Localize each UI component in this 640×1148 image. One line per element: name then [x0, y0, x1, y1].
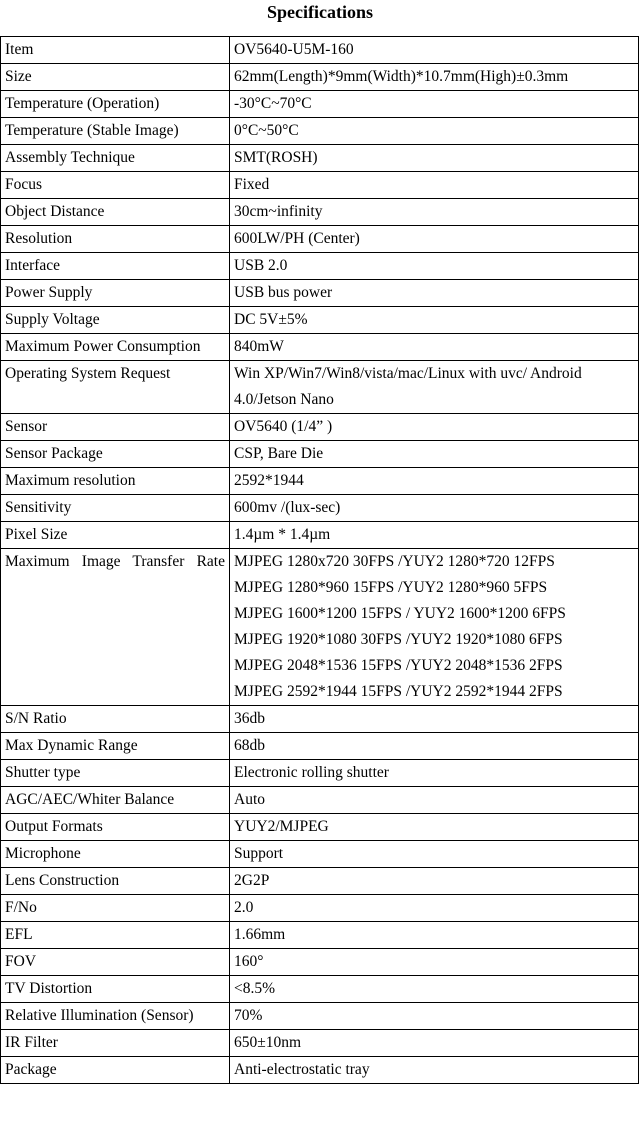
- table-row: [1, 253, 639, 280]
- spec-value: USB bus power: [230, 280, 639, 307]
- table-row: [1, 922, 639, 949]
- table-row: [1, 841, 639, 868]
- spec-key: Supply Voltage: [1, 307, 230, 334]
- table-row: [1, 1030, 639, 1057]
- table-row: [1, 199, 639, 226]
- spec-value: OV5640-U5M-160: [230, 37, 639, 64]
- spec-key-text: Maximum Image Transfer Rate: [5, 553, 225, 570]
- table-row: [1, 226, 639, 253]
- spec-value: Anti-electrostatic tray: [230, 1057, 639, 1084]
- spec-key: Power Supply: [1, 280, 230, 307]
- transfer-rate-line: MJPEG 1280*960 15FPS /YUY2 1280*960 5FPS: [234, 579, 548, 596]
- table-row: [1, 949, 639, 976]
- spec-key: Output Formats: [1, 814, 230, 841]
- spec-value: 1.4µm * 1.4µm: [230, 522, 639, 549]
- spec-key: Maximum Power Consumption: [1, 334, 230, 361]
- spec-key: Microphone: [1, 841, 230, 868]
- spec-value: 600mv /(lux-sec): [230, 495, 639, 522]
- spec-key: Max Dynamic Range: [1, 733, 230, 760]
- spec-value: CSP, Bare Die: [230, 441, 639, 468]
- transfer-rate-line: MJPEG 1280x720 30FPS /YUY2 1280*720 12FPS: [234, 553, 555, 570]
- spec-value: Fixed: [230, 172, 639, 199]
- spec-value: 1.66mm: [230, 922, 639, 949]
- spec-key: Object Distance: [1, 199, 230, 226]
- spec-value: Support: [230, 841, 639, 868]
- spec-key: Shutter type: [1, 760, 230, 787]
- spec-key: [1, 549, 230, 706]
- spec-value: 600LW/PH (Center): [230, 226, 639, 253]
- transfer-rate-line: MJPEG 1920*1080 30FPS /YUY2 1920*1080 6FPS: [234, 631, 563, 648]
- spec-value: 840mW: [230, 334, 639, 361]
- table-row: [1, 91, 639, 118]
- spec-table-body: [1, 37, 639, 1084]
- table-row: [1, 1057, 639, 1084]
- spec-key: EFL: [1, 922, 230, 949]
- table-row: [1, 37, 639, 64]
- table-row: [1, 895, 639, 922]
- spec-key: Assembly Technique: [1, 145, 230, 172]
- spec-value: 62mm(Length)*9mm(Width)*10.7mm(High)±0.3mm: [230, 64, 639, 91]
- spec-value: Win XP/Win7/Win8/vista/mac/Linux with uvc/ Android 4.0/Jetson Nano: [230, 361, 639, 414]
- spec-key: Pixel Size: [1, 522, 230, 549]
- spec-key: Temperature (Stable Image): [1, 118, 230, 145]
- table-row: [1, 441, 639, 468]
- spec-value: [230, 549, 639, 706]
- table-row: [1, 706, 639, 733]
- transfer-rate-line: MJPEG 2592*1944 15FPS /YUY2 2592*1944 2FPS: [234, 683, 563, 700]
- spec-value: 2G2P: [230, 868, 639, 895]
- table-row: [1, 976, 639, 1003]
- table-row: [1, 787, 639, 814]
- spec-value: Auto: [230, 787, 639, 814]
- page-title: Specifications: [267, 2, 373, 22]
- spec-value: 2.0: [230, 895, 639, 922]
- spec-key: Temperature (Operation): [1, 91, 230, 118]
- transfer-rate-line: MJPEG 2048*1536 15FPS /YUY2 2048*1536 2FPS: [234, 657, 563, 674]
- spec-value: <8.5%: [230, 976, 639, 1003]
- table-row: [1, 414, 639, 441]
- spec-key: Maximum resolution: [1, 468, 230, 495]
- spec-key: Item: [1, 37, 230, 64]
- spec-value: USB 2.0: [230, 253, 639, 280]
- table-row: [1, 468, 639, 495]
- spec-value: 36db: [230, 706, 639, 733]
- spec-value: OV5640 (1/4” ): [230, 414, 639, 441]
- table-row: [1, 64, 639, 91]
- spec-key: F/No: [1, 895, 230, 922]
- spec-value: 650±10nm: [230, 1030, 639, 1057]
- table-row: [1, 549, 639, 706]
- spec-value: 2592*1944: [230, 468, 639, 495]
- table-row: [1, 172, 639, 199]
- spec-value: 70%: [230, 1003, 639, 1030]
- table-row: [1, 495, 639, 522]
- spec-table: [0, 36, 639, 1084]
- table-row: [1, 760, 639, 787]
- table-row: [1, 733, 639, 760]
- spec-key: Focus: [1, 172, 230, 199]
- spec-key: S/N Ratio: [1, 706, 230, 733]
- spec-key: Sensor: [1, 414, 230, 441]
- spec-value: DC 5V±5%: [230, 307, 639, 334]
- spec-value: 160°: [230, 949, 639, 976]
- spec-key: Operating System Request: [1, 361, 230, 414]
- spec-key: Sensitivity: [1, 495, 230, 522]
- spec-key: Lens Construction: [1, 868, 230, 895]
- table-row: [1, 307, 639, 334]
- table-row: [1, 868, 639, 895]
- spec-key: Interface: [1, 253, 230, 280]
- spec-key: TV Distortion: [1, 976, 230, 1003]
- spec-key: AGC/AEC/Whiter Balance: [1, 787, 230, 814]
- spec-value: YUY2/MJPEG: [230, 814, 639, 841]
- table-row: [1, 522, 639, 549]
- spec-value: -30°C~70°C: [230, 91, 639, 118]
- spec-key: Resolution: [1, 226, 230, 253]
- spec-key: IR Filter: [1, 1030, 230, 1057]
- spec-key: Relative Illumination (Sensor): [1, 1003, 230, 1030]
- spec-key: Sensor Package: [1, 441, 230, 468]
- table-row: [1, 814, 639, 841]
- table-row: [1, 361, 639, 414]
- table-row: [1, 1003, 639, 1030]
- spec-value: 68db: [230, 733, 639, 760]
- spec-value: Electronic rolling shutter: [230, 760, 639, 787]
- table-row: [1, 118, 639, 145]
- spec-key: Size: [1, 64, 230, 91]
- table-row: [1, 334, 639, 361]
- table-row: [1, 145, 639, 172]
- spec-value: SMT(ROSH): [230, 145, 639, 172]
- table-row: [1, 280, 639, 307]
- spec-value: 30cm~infinity: [230, 199, 639, 226]
- spec-value: 0°C~50°C: [230, 118, 639, 145]
- spec-key: FOV: [1, 949, 230, 976]
- transfer-rate-line: MJPEG 1600*1200 15FPS / YUY2 1600*1200 6FPS: [234, 605, 566, 622]
- spec-key: Package: [1, 1057, 230, 1084]
